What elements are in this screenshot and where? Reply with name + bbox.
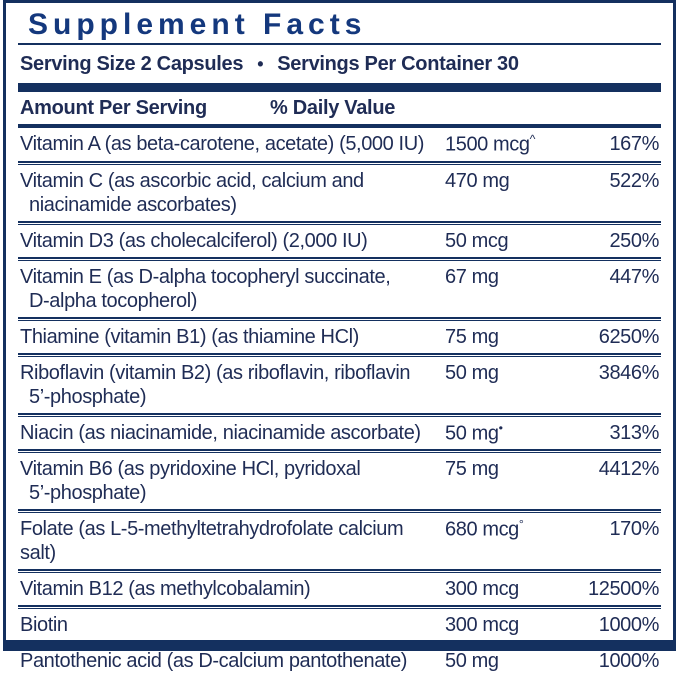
nutrient-amount: 300 mcg: [445, 578, 519, 601]
column-headers: [18, 92, 661, 124]
nutrient-daily-value: 4412%: [598, 458, 659, 481]
amount-per-serving-header: Amount Per Serving: [20, 97, 207, 119]
nutrient-amount: 50 mg•: [445, 420, 503, 445]
table-row: [18, 321, 661, 353]
serving-info: [18, 45, 661, 83]
table-row: [18, 165, 661, 221]
nutrient-amount: 50 mg: [445, 650, 499, 673]
table-row: [18, 513, 661, 569]
nutrient-name: Pantothenic acid (as D-calcium pantothenate): [20, 650, 408, 673]
nutrient-amount: 680 mcg°: [445, 517, 524, 541]
nutrient-amount: 50 mcg: [445, 229, 509, 252]
daily-value-header: % Daily Value: [270, 97, 396, 119]
nutrient-daily-value: 167%: [609, 133, 659, 155]
nutrient-amount: 300 mcg: [445, 614, 519, 637]
nutrient-amount: 67 mg: [445, 265, 499, 288]
nutrient-name: Vitamin B12 (as methylcobalamin): [20, 578, 311, 601]
table-row: [18, 573, 661, 605]
servings-per-container: Servings Per Container 30: [277, 53, 519, 75]
table-row: [18, 261, 661, 317]
nutrient-daily-value: 12500%: [588, 578, 659, 601]
nutrient-daily-value: 250%: [609, 229, 659, 252]
nutrient-name: Riboflavin (vitamin B2) (as riboflavin, riboflavin 5’-phosphate): [20, 361, 411, 408]
nutrient-daily-value: 170%: [609, 518, 659, 541]
panel-title: Supplement Facts: [28, 8, 367, 41]
thick-divider-bar: [18, 83, 661, 92]
nutrient-name: Vitamin D3 (as cholecalciferol) (2,000 IU): [20, 229, 368, 252]
nutrient-daily-value: 1000%: [598, 650, 659, 673]
nutrient-daily-value: 1000%: [598, 614, 659, 637]
bullet-separator: •: [257, 54, 264, 74]
table-row: [18, 453, 661, 509]
nutrient-name: Vitamin B6 (as pyridoxine HCl, pyridoxal 5’-phosphate): [20, 458, 361, 505]
table-row: [18, 645, 661, 677]
table-row: [18, 128, 661, 161]
nutrient-name: Vitamin C (as ascorbic acid, calcium and niacinamide ascorbates): [20, 169, 364, 216]
nutrient-name: Niacin (as niacinamide, niacinamide ascorbate): [20, 421, 421, 444]
bottom-divider-bar: [6, 640, 673, 648]
table-row: [18, 417, 661, 450]
table-row: [18, 357, 661, 413]
nutrient-daily-value: 447%: [609, 265, 659, 288]
nutrient-daily-value: 522%: [609, 169, 659, 192]
nutrient-amount: 1500 mcg^: [445, 132, 536, 156]
serving-size: Serving Size 2 Capsules: [20, 53, 244, 75]
nutrient-amount: 75 mg: [445, 325, 499, 348]
nutrient-name: Vitamin A (as beta-carotene, acetate) (5,000 IU): [20, 133, 424, 155]
nutrient-name: Folate (as L-5-methyltetrahydrofolate calcium salt): [20, 518, 404, 565]
supplement-facts-panel: [3, 0, 676, 673]
nutrient-daily-value: 6250%: [598, 325, 659, 348]
table-row: [18, 609, 661, 641]
nutrient-name: Vitamin E (as D-alpha tocopheryl succinate, D-alpha tocopherol): [20, 265, 391, 312]
nutrient-daily-value: 313%: [609, 421, 659, 444]
nutrient-amount: 75 mg: [445, 458, 499, 481]
nutrient-amount: 470 mg: [445, 169, 510, 192]
nutrient-amount: 50 mg: [445, 361, 499, 384]
table-row: [18, 225, 661, 257]
nutrient-name: Thiamine (vitamin B1) (as thiamine HCl): [20, 325, 359, 348]
nutrient-name: Biotin: [20, 614, 68, 637]
nutrient-daily-value: 3846%: [598, 361, 659, 384]
